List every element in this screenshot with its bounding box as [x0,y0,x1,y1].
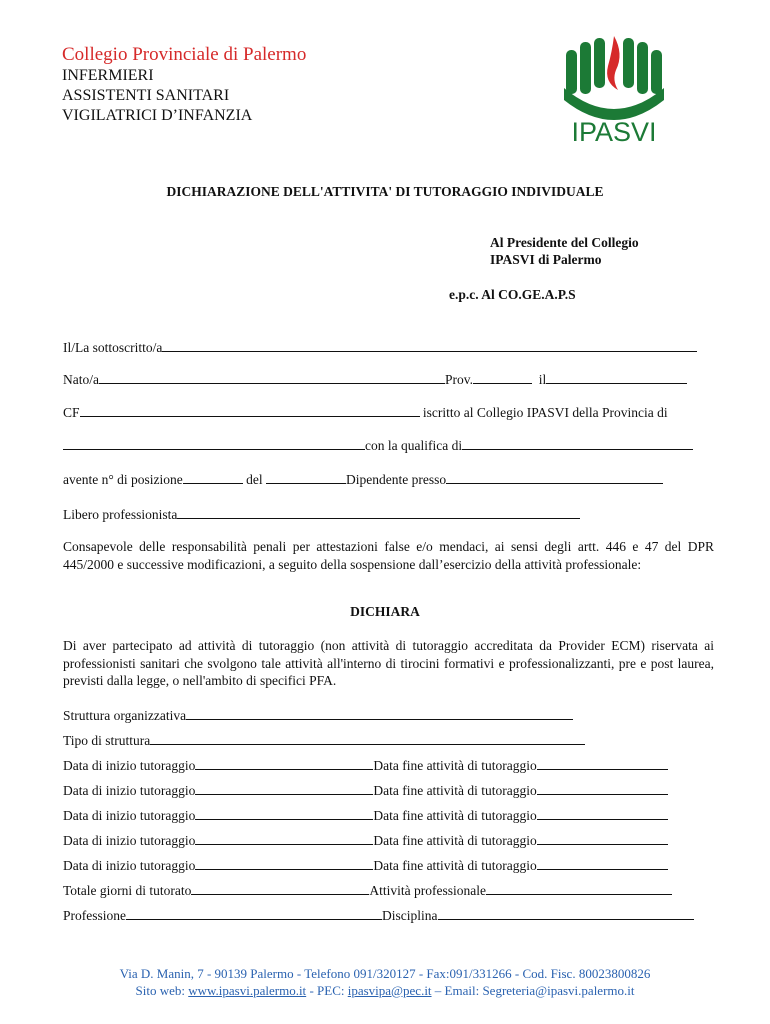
label-dipendente: Dipendente presso [346,472,447,487]
label-posizione: avente n° di posizione [63,472,183,487]
label-data-fine: Data fine attività di tutoraggio [373,783,537,798]
footer-pec-label: - PEC: [306,982,348,998]
form-row-struttura [63,706,573,724]
form-row-totale [63,881,672,899]
form-row-nato [63,370,687,388]
field-data-inizio[interactable] [195,856,373,870]
recipient-line-1: Al Presidente del Collegio [490,235,639,250]
label-disciplina: Disciplina [382,908,438,923]
field-posizione[interactable] [183,470,243,484]
field-professione[interactable] [126,906,382,920]
recipient-line-2: IPASVI di Palermo [490,252,602,267]
label-totale: Totale giorni di tutorato [63,883,192,898]
org-name: Collegio Provinciale di Palermo [62,44,307,65]
field-cf[interactable] [80,403,420,417]
label-prov: Prov. [445,372,474,387]
label-data-fine: Data fine attività di tutoraggio [373,833,537,848]
field-qualifica[interactable] [462,436,693,450]
field-data-inizio[interactable] [195,831,373,845]
field-nato[interactable] [99,370,445,384]
field-dipendente[interactable] [446,470,663,484]
label-cf: CF [63,405,80,420]
label-data-inizio: Data di inizio tutoraggio [63,783,196,798]
field-struttura[interactable] [186,706,573,720]
field-data-fine[interactable] [537,831,668,845]
tutoraggio-row [63,856,668,874]
label-del: del [242,472,266,487]
label-attivita: Attività professionale [369,883,487,898]
label-data-inizio: Data di inizio tutoraggio [63,833,196,848]
label-data-inizio: Data di inizio tutoraggio [63,758,196,773]
dichiara-paragraph: Di aver partecipato ad attività di tutoraggio (non attività di tutoraggio accreditata da Provider ECM) riservata ai professionisti sanitari che svolgono tale attività all'interno di tirocini formativi e professionalizzanti, pre e post laurea, previsti dalla legge, o nell'ambito di specifici PFA. [63,638,714,688]
field-data-fine[interactable] [537,781,668,795]
label-sottoscritto: Il/La sottoscritto/a [63,340,163,355]
form-row-professione [63,906,694,924]
label-iscritto: iscritto al Collegio IPASVI della Provincia di [419,405,668,420]
form-row-qualifica [63,436,693,454]
logo-text: IPASVI [571,117,657,146]
tutoraggio-row [63,806,668,824]
epc-line: e.p.c. Al CO.GE.A.P.S [449,287,576,302]
field-del[interactable] [266,470,346,484]
label-il: il [538,372,547,387]
field-totale[interactable] [191,881,369,895]
footer-website-link[interactable]: www.ipasvi.palermo.it [188,982,307,998]
field-data-fine[interactable] [537,856,668,870]
document-title: DICHIARAZIONE DELL'ATTIVITA' DI TUTORAGGIO INDIVIDUALE [166,184,604,199]
field-prov[interactable] [473,370,532,384]
field-data-inizio[interactable] [195,756,373,770]
footer [0,966,770,999]
field-data-inizio[interactable] [195,781,373,795]
form-row-posizione [63,470,663,488]
label-libero: Libero professionista [63,507,178,522]
tutoraggio-row [63,781,668,799]
ipasvi-logo [552,30,676,146]
ipasvi-hands-flame-icon [552,30,676,146]
label-data-fine: Data fine attività di tutoraggio [373,808,537,823]
footer-contacts [0,983,770,1000]
footer-site-label: Sito web: [135,982,189,998]
label-nato: Nato/a [63,372,99,387]
field-il[interactable] [546,370,687,384]
consapevole-paragraph: Consapevole delle responsabilità penali per attestazioni false e/o mendaci, ai sensi degli artt. 446 e 47 del DPR 445/2000 e successive modificazioni, a seguito della sospensione dall’esercizio della attività professionale: [63,539,714,572]
label-professione: Professione [63,908,126,923]
label-data-fine: Data fine attività di tutoraggio [373,758,537,773]
label-data-inizio: Data di inizio tutoraggio [63,858,196,873]
label-data-fine: Data fine attività di tutoraggio [373,858,537,873]
label-data-inizio: Data di inizio tutoraggio [63,808,196,823]
field-libero[interactable] [177,505,580,519]
form-row-cf [63,403,668,421]
tutoraggio-row [63,756,668,774]
label-qualifica: con la qualifica di [365,438,463,453]
form-row-tipo [63,731,585,749]
dichiara-heading: DICHIARA [350,604,420,619]
field-data-inizio[interactable] [195,806,373,820]
field-tipo[interactable] [150,731,585,745]
header-line-vigilatrici: VIGILATRICI D’INFANZIA [62,107,253,124]
field-sottoscritto[interactable] [162,338,697,352]
form-row-sottoscritto [63,338,697,356]
field-provincia[interactable] [63,436,365,450]
label-struttura: Struttura organizzativa [63,708,187,723]
header-line-infermieri: INFERMIERI [62,67,154,84]
header-line-assistenti: ASSISTENTI SANITARI [62,87,230,104]
field-data-fine[interactable] [537,756,668,770]
footer-address: Via D. Manin, 7 - 90139 Palermo - Telefono 091/320127 - Fax:091/331266 - Cod. Fisc. 80023800826 [119,966,651,981]
field-disciplina[interactable] [438,906,694,920]
field-attivita[interactable] [486,881,672,895]
footer-pec-link[interactable]: ipasvipa@pec.it [347,982,432,998]
footer-email: – Email: Segreteria@ipasvi.palermo.it [431,982,635,998]
tutoraggio-row [63,831,668,849]
label-tipo: Tipo di struttura [63,733,151,748]
form-row-libero [63,505,580,523]
field-data-fine[interactable] [537,806,668,820]
